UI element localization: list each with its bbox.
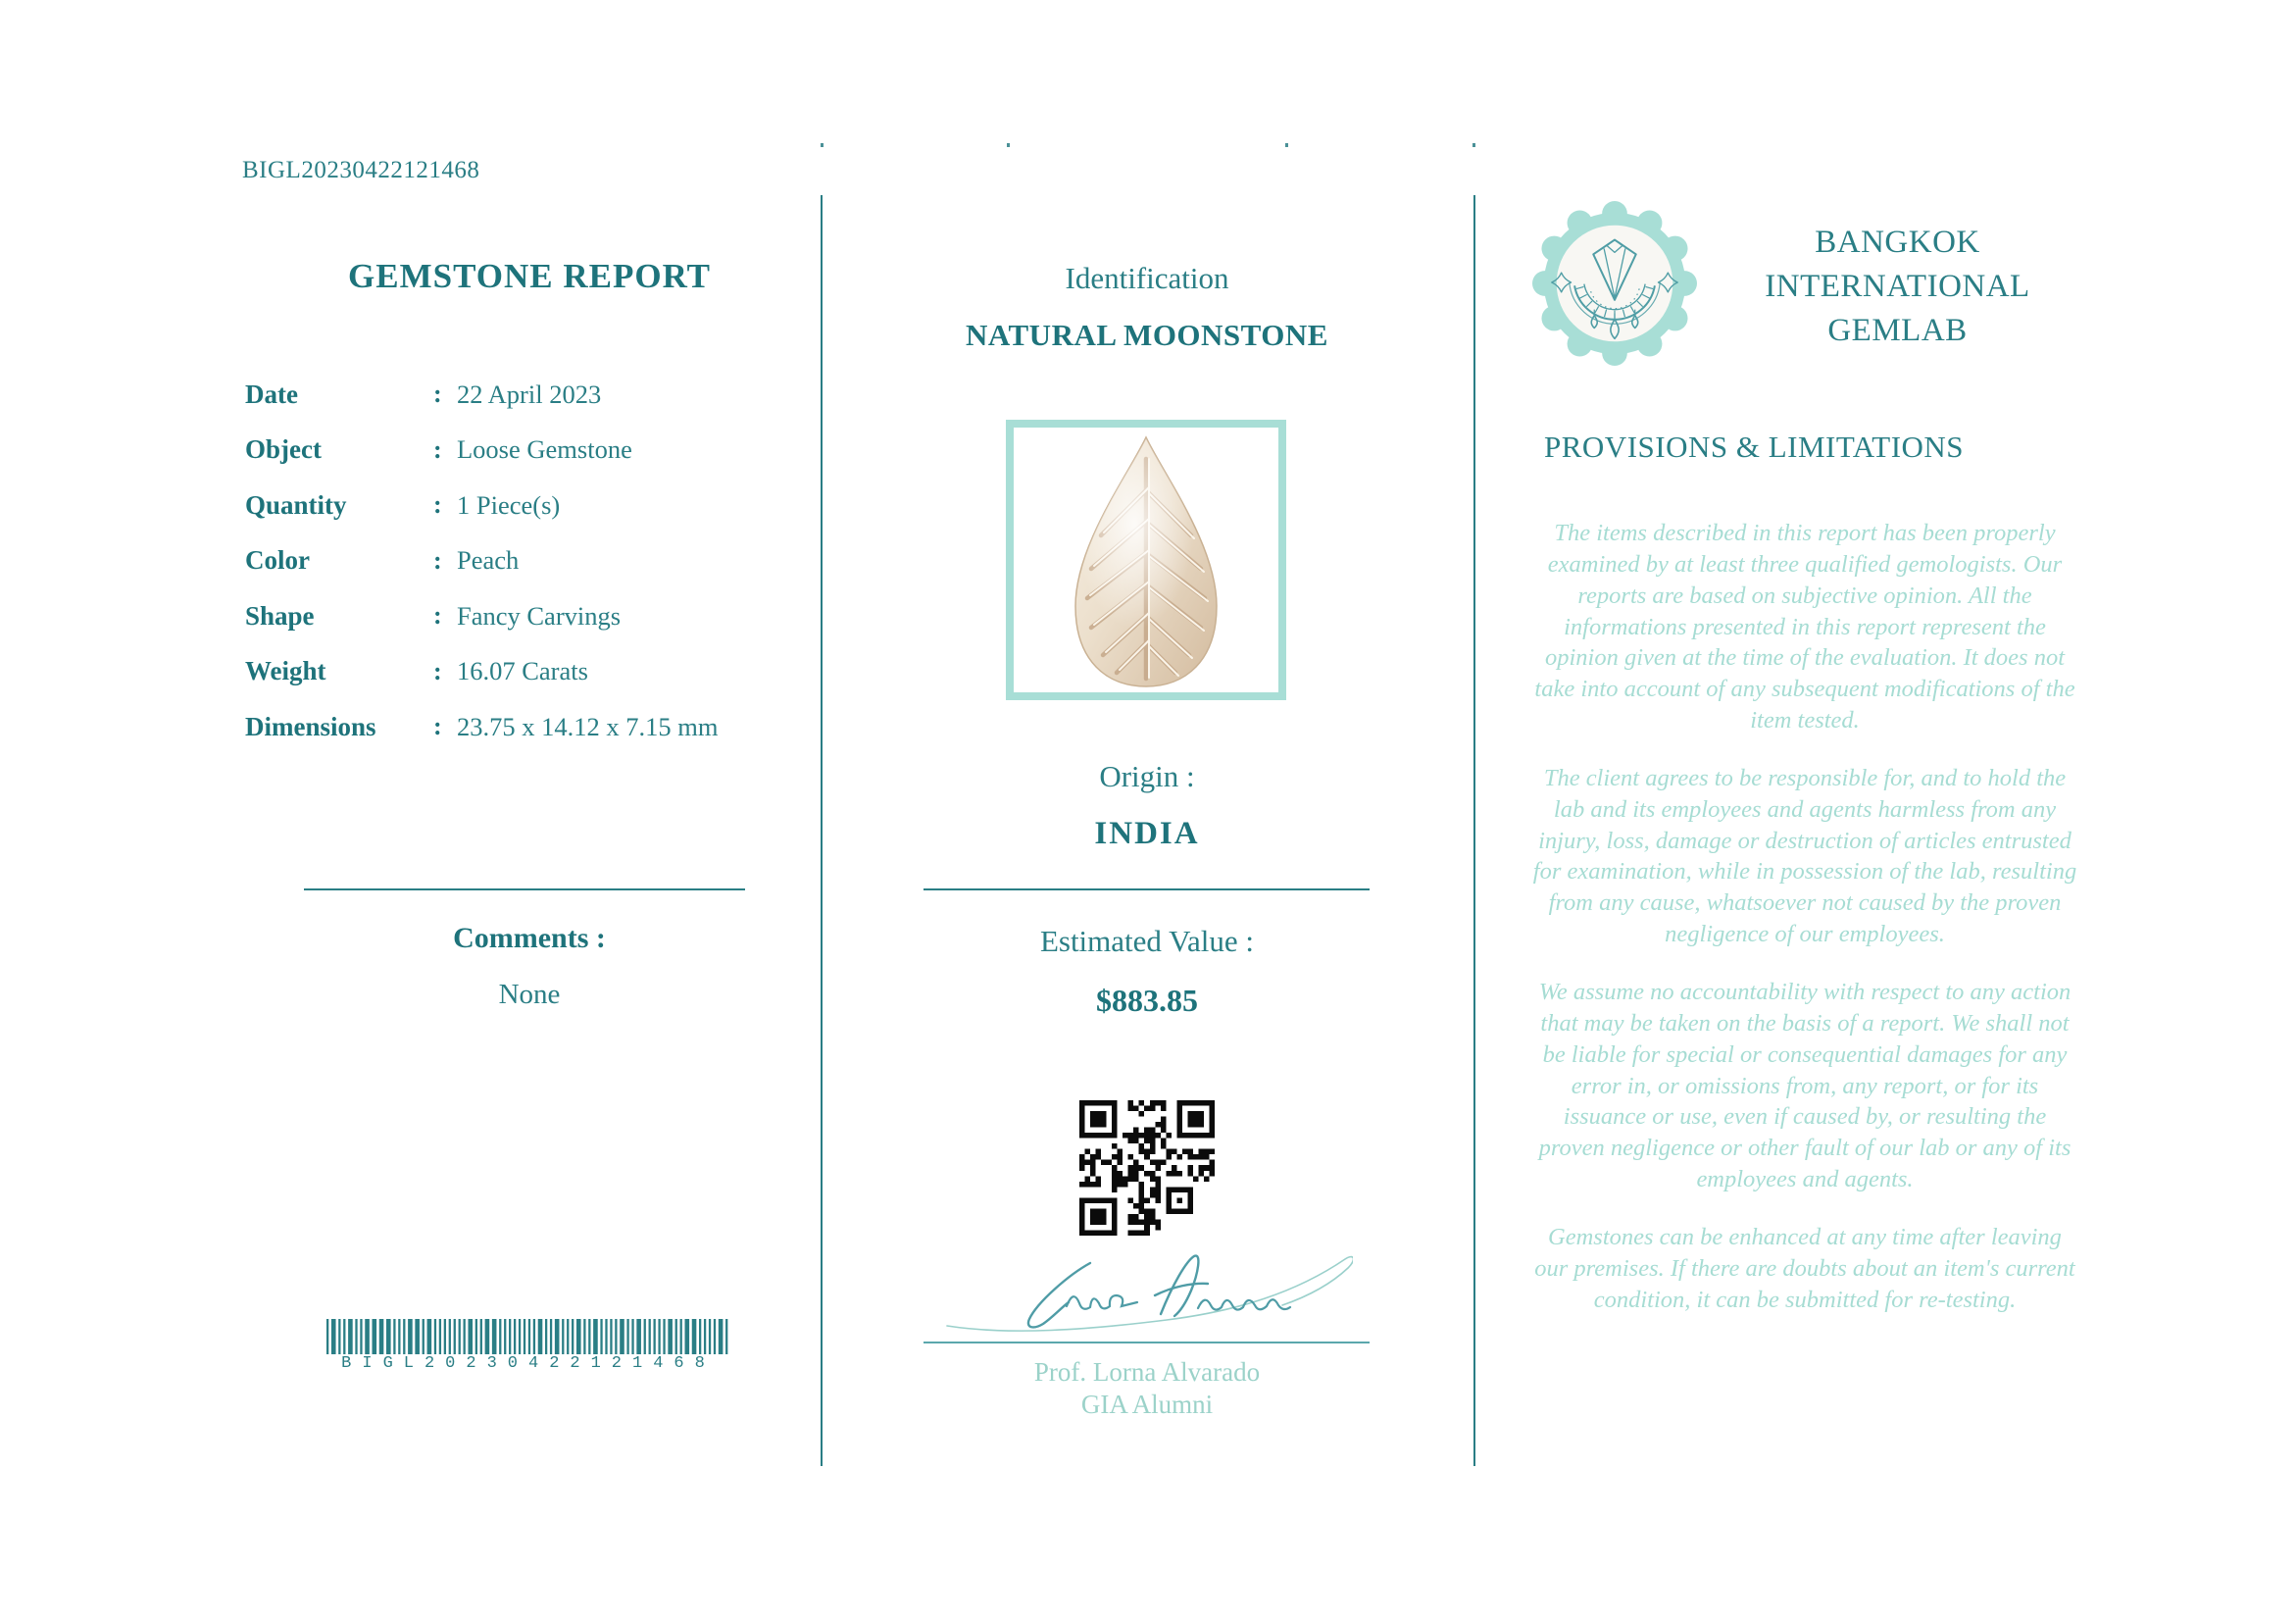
comments-value: None [498, 979, 561, 1010]
barcode-bars [326, 1319, 730, 1354]
report-details-column [245, 0, 814, 1621]
field-value: 16.07 Carats [457, 656, 588, 686]
origin-label: Origin : [1099, 759, 1195, 793]
field-value: 22 April 2023 [457, 379, 602, 409]
provisions-paragraph: Gemstones can be enhanced at any time after leaving our premises. If there are doubts about an item's current condition, it can be submitted for re-testing. [1534, 1223, 2075, 1313]
divider-line [923, 888, 1370, 890]
field-value: Peach [457, 545, 520, 576]
qr-code [1079, 1100, 1215, 1236]
provisions-heading: PROVISIONS & LIMITATIONS [1544, 430, 1965, 464]
field-value: 1 Piece(s) [457, 489, 561, 520]
estimated-value: $883.85 [1096, 983, 1198, 1018]
qr-modules [1079, 1100, 1215, 1236]
table-row-date: Date : 22 April 2023 [245, 367, 814, 423]
identification-column [853, 0, 1441, 1621]
signatory-title: GIA Alumni [1080, 1390, 1214, 1419]
table-row-weight: Weight : 16.07 Carats [245, 644, 814, 700]
divider-line [304, 888, 745, 890]
identification-value: NATURAL MOONSTONE [966, 318, 1328, 352]
field-label: Object [245, 434, 322, 465]
field-label: Quantity [245, 489, 347, 520]
report-number: BIGL20230422121468 [242, 157, 480, 183]
lab-column [1515, 0, 2098, 1621]
field-label: Weight [245, 656, 326, 686]
provisions-text [1529, 518, 2080, 1342]
barcode [326, 1319, 730, 1373]
column-divider [821, 195, 823, 1466]
table-row-quantity: Quantity : 1 Piece(s) [245, 478, 814, 533]
field-value: Loose Gemstone [457, 434, 632, 465]
signature-line [923, 1342, 1370, 1343]
estimated-value-label: Estimated Value : [1039, 924, 1255, 958]
field-value: 23.75 x 14.12 x 7.15 mm [457, 711, 719, 741]
origin-value: INDIA [1094, 816, 1200, 851]
lab-logo-icon [1532, 201, 1697, 366]
table-row-dimensions: Dimensions : 23.75 x 14.12 x 7.15 mm [245, 699, 814, 755]
identification-label: Identification [1065, 261, 1229, 295]
comments-heading: Comments : [453, 922, 606, 954]
column-divider [1473, 195, 1475, 1466]
barcode-text: BIGL20230422121468 [341, 1354, 716, 1373]
provisions-paragraph: We assume no accountability with respect to any action that may be taken on the basis of a report. We shall not be liable for special or consequential damages for any error in, or omissions from, any report, or for its issuance or use, even if caused by, or resulting the proven negligence or other fault of our lab or any of its employees and agents. [1538, 978, 2071, 1193]
lab-header [1515, 201, 2098, 366]
provisions-paragraph: The items described in this report has been properly examined by at least three qualified gemologists. Our reports are based on subjective opinion. All the informations presented in this report represent the opinion given at the time of the evaluation. It does not take into account of any subsequent modifications of the item tested. [1534, 520, 2075, 735]
gem-necklace-badge-icon [1532, 201, 1697, 366]
signature-icon [941, 1243, 1353, 1345]
field-label: Shape [245, 600, 315, 631]
registration-dot [1472, 143, 1475, 147]
field-value: Fancy Carvings [457, 600, 622, 631]
field-label: Date [245, 379, 298, 409]
page-title: GEMSTONE REPORT [348, 257, 711, 295]
table-row-color: Color : Peach [245, 533, 814, 589]
field-label: Dimensions [245, 711, 376, 741]
gemstone-photo [1006, 420, 1286, 700]
table-row-shape: Shape : Fancy Carvings [245, 588, 814, 644]
table-row-object: Object : Loose Gemstone [245, 423, 814, 479]
field-label: Color [245, 545, 310, 576]
provisions-paragraph: The client agrees to be responsible for, and to hold the lab and its employees and agents harmless from any injury, loss, damage or destruction of articles entrusted for examination, while in possession of the lab, resulting from any cause, whatsoever not caused by the proven negligence of our employees. [1532, 764, 2077, 948]
gemstone-image [1066, 433, 1226, 690]
details-table [245, 367, 814, 755]
lab-name: BANGKOK INTERNATIONAL GEMLAB [1765, 225, 2030, 348]
registration-dot [821, 143, 824, 147]
signatory-name: Prof. Lorna Alvarado [1033, 1357, 1261, 1387]
